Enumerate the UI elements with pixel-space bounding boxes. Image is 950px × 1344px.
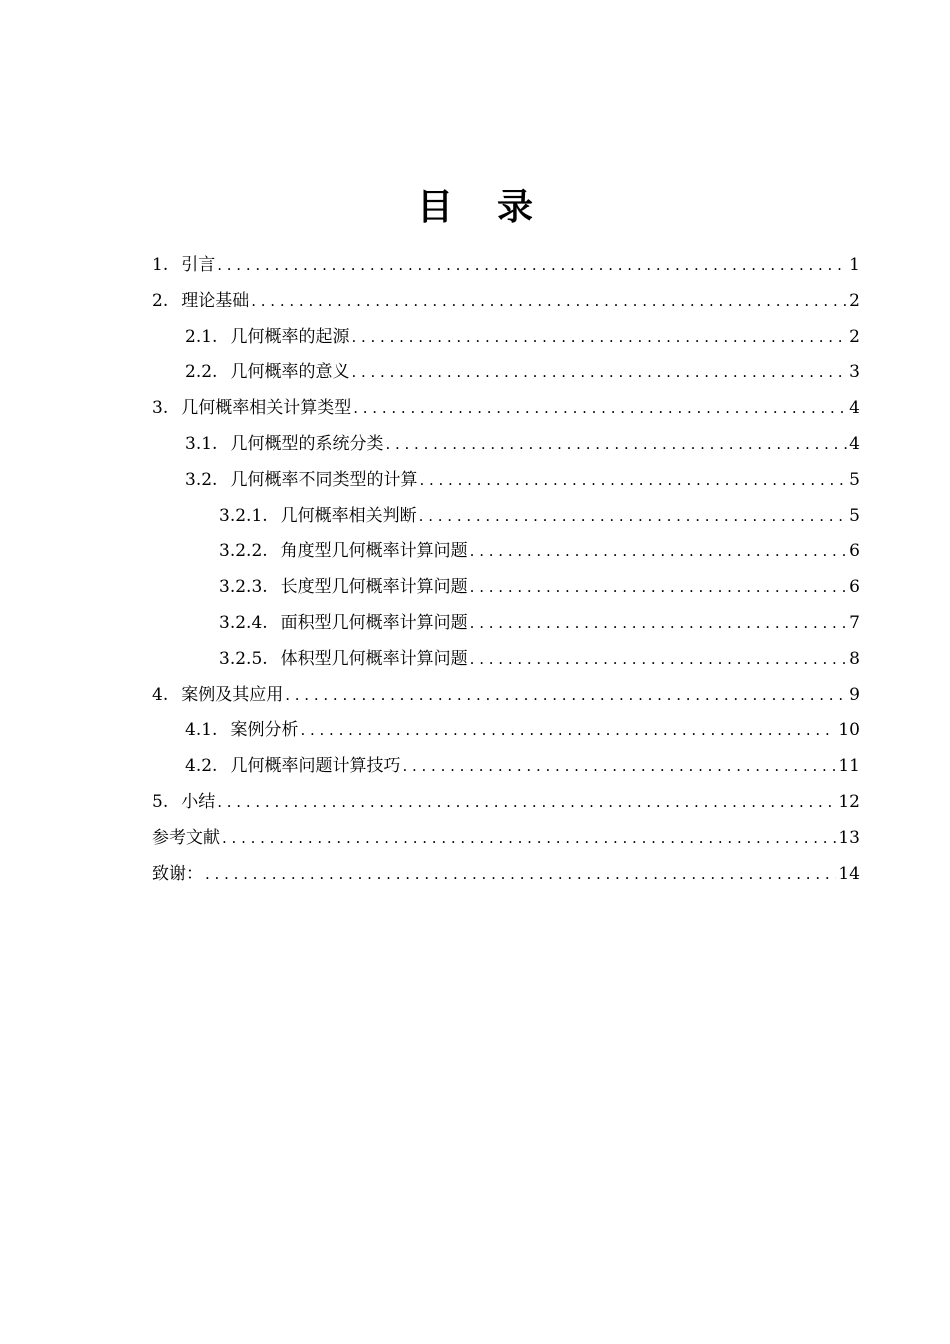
toc-entry-page-number: 7 [849, 612, 860, 633]
toc-entry-number: 3.2.2. [219, 541, 268, 562]
toc-entry-number: 3.2.5. [219, 648, 268, 669]
toc-entry-page-number: 9 [849, 684, 860, 705]
toc-entry-title: 几何概率的起源 [230, 326, 350, 347]
toc-dot-leader [419, 499, 848, 535]
toc-entry-page-number: 14 [838, 863, 860, 884]
toc-entry-page-number: 4 [849, 398, 860, 419]
toc-entry-page-number: 4 [849, 433, 860, 454]
toc-entry-number: 4.1. [185, 720, 218, 741]
toc-entry-page-number: 12 [838, 791, 860, 812]
page-title-char-2: 录 [497, 186, 534, 228]
toc-entry-title: 体积型几何概率计算问题 [280, 648, 468, 669]
toc-dot-leader [470, 642, 848, 678]
toc-entry-number: 4. [152, 684, 169, 705]
toc-dot-leader [351, 355, 847, 391]
toc-entry-number: 3.1. [185, 433, 218, 454]
toc-entry-page-number: 8 [849, 648, 860, 669]
toc-entry-page-number: 11 [838, 756, 860, 777]
toc-entry[interactable] [152, 821, 860, 857]
toc-entry-page-number: 13 [838, 827, 860, 848]
toc-entry[interactable] [152, 284, 860, 320]
toc-entry[interactable] [152, 642, 860, 678]
toc-entry-title: 案例分析 [230, 720, 299, 741]
toc-dot-leader [205, 857, 836, 893]
toc-entry[interactable] [152, 785, 860, 821]
toc-entry-number: 3. [152, 398, 169, 419]
toc-dot-leader [217, 785, 836, 821]
toc-entry-page-number: 3 [849, 362, 860, 383]
page-title [0, 182, 950, 232]
toc-entry-page-number: 2 [849, 326, 860, 347]
toc-dot-leader [419, 463, 847, 499]
toc-entry-title: 长度型几何概率计算问题 [280, 577, 468, 598]
toc-entry[interactable] [152, 320, 860, 356]
toc-dot-leader [470, 570, 848, 606]
toc-dot-leader [353, 391, 847, 427]
toc-entry[interactable] [152, 606, 860, 642]
toc-entry[interactable] [152, 499, 860, 535]
toc-entry-title: 致谢： [152, 863, 203, 884]
toc-dot-leader [285, 678, 847, 714]
toc-entry-page-number: 10 [838, 720, 860, 741]
toc-entry-number: 2.2. [185, 362, 218, 383]
toc-entry-title: 小结 [181, 791, 216, 812]
toc-entry[interactable] [152, 749, 860, 785]
toc-entry[interactable] [152, 857, 860, 893]
toc-entry[interactable] [152, 534, 860, 570]
toc-entry-number: 2.1. [185, 326, 218, 347]
toc-entry[interactable] [152, 678, 860, 714]
toc-dot-leader [351, 320, 847, 356]
toc-dot-leader [217, 248, 847, 284]
toc-entry-title: 参考文献 [152, 827, 220, 848]
toc-entry-page-number: 5 [849, 505, 860, 526]
toc-entry[interactable] [152, 248, 860, 284]
toc-entry[interactable] [152, 391, 860, 427]
toc-entry[interactable] [152, 355, 860, 391]
toc-entry-number: 3.2.4. [219, 612, 268, 633]
toc-dot-leader [222, 821, 836, 857]
toc-entry-title: 几何概率问题计算技巧 [230, 756, 401, 777]
toc-entry-title: 案例及其应用 [181, 684, 284, 705]
toc-entry-page-number: 6 [849, 541, 860, 562]
toc-dot-leader [385, 427, 847, 463]
toc-entry[interactable] [152, 570, 860, 606]
toc-entry-title: 几何概率的意义 [230, 362, 350, 383]
toc-entry-title: 几何概率相关计算类型 [181, 398, 352, 419]
table-of-contents [152, 248, 860, 892]
toc-entry[interactable] [152, 427, 860, 463]
toc-entry-number: 3.2. [185, 469, 218, 490]
toc-entry[interactable] [152, 463, 860, 499]
toc-entry-number: 2. [152, 290, 169, 311]
page-title-char-1: 目 [416, 186, 453, 228]
toc-entry-page-number: 2 [849, 290, 860, 311]
toc-entry-page-number: 1 [849, 255, 860, 275]
toc-entry-title: 理论基础 [181, 290, 250, 311]
toc-entry-title: 几何概率不同类型的计算 [230, 469, 418, 490]
toc-dot-leader [251, 284, 847, 320]
toc-entry[interactable] [152, 713, 860, 749]
toc-entry-title: 角度型几何概率计算问题 [280, 541, 468, 562]
toc-dot-leader [402, 749, 836, 785]
toc-entry-number: 3.2.3. [219, 577, 268, 598]
toc-entry-title: 几何概型的系统分类 [230, 433, 384, 454]
toc-entry-number: 5. [152, 791, 169, 812]
toc-entry-number: 4.2. [185, 756, 218, 777]
toc-dot-leader [470, 606, 848, 642]
toc-entry-page-number: 5 [849, 469, 860, 490]
toc-entry-page-number: 6 [849, 577, 860, 598]
toc-entry-title: 几何概率相关判断 [280, 505, 417, 526]
toc-dot-leader [470, 534, 848, 570]
toc-entry-title: 面积型几何概率计算问题 [280, 612, 468, 633]
toc-entry-number: 1. [152, 255, 169, 275]
toc-dot-leader [300, 713, 836, 749]
toc-entry-title: 引言 [181, 255, 216, 275]
toc-entry-number: 3.2.1. [219, 505, 268, 526]
